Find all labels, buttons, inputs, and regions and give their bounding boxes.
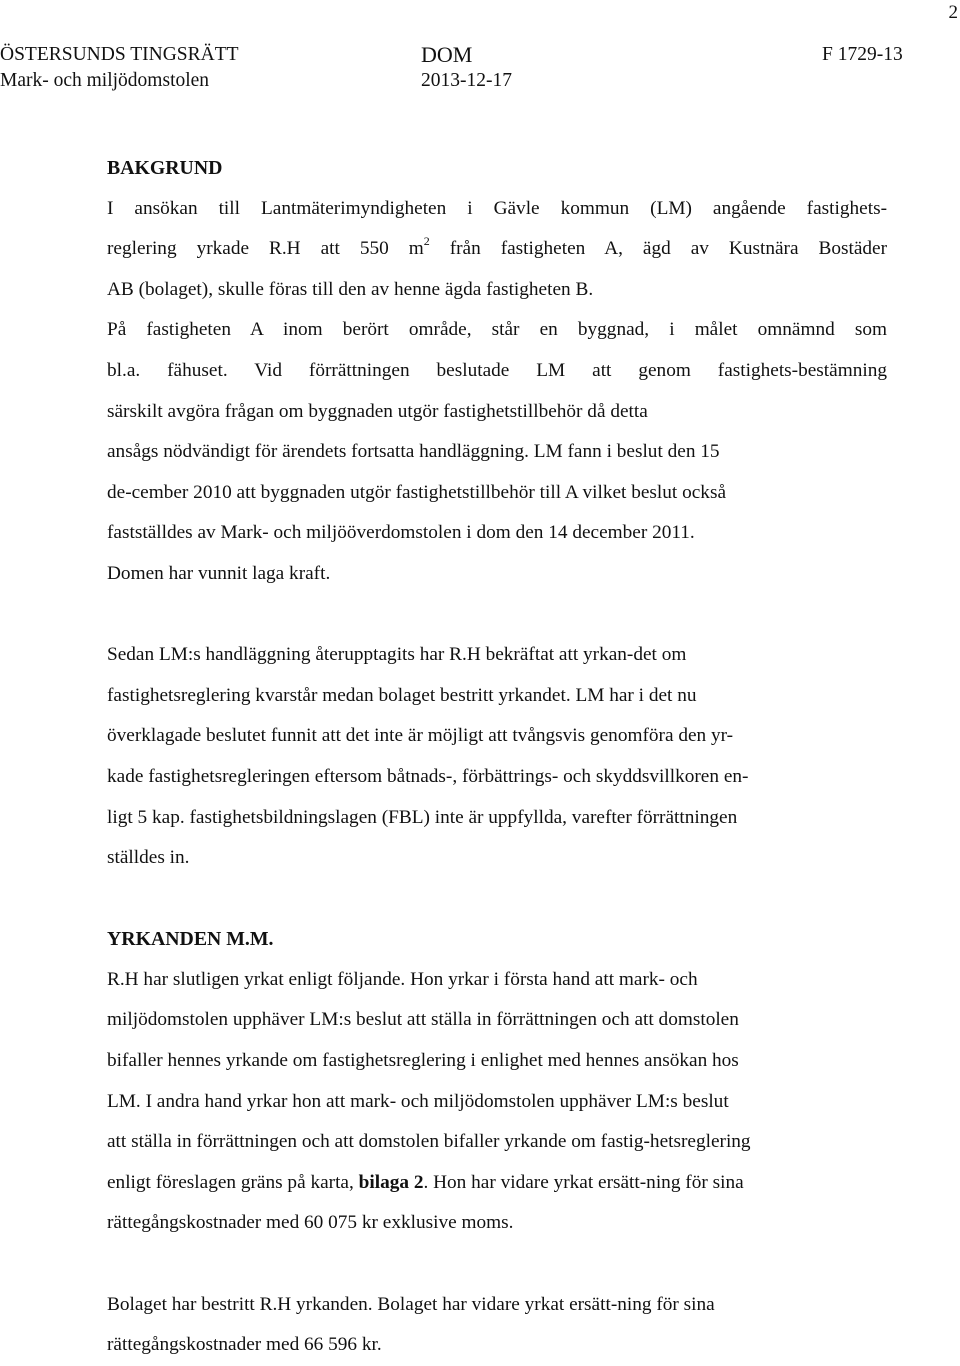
text-line: överklagade beslutet funnit att det inte är möjligt att tvångsvis genomföra den yr- <box>107 725 734 747</box>
paragraph-bakgrund-2 <box>107 635 887 879</box>
text-line: rättegångskostnader med 66 596 kr. <box>107 1334 382 1356</box>
document-date: 2013-12-17 <box>421 70 512 91</box>
text-line: bl.a. fähuset. Vid förrättningen beslutade LM att genom fastighets-bestämning <box>107 359 887 381</box>
text-line: AB (bolaget), skulle föras till den av henne ägda fastigheten B. <box>107 278 594 300</box>
case-number: F 1729-13 <box>822 44 903 65</box>
text-line: särskilt avgöra frågan om byggnaden utgör fastighetstillbehör då detta <box>107 400 648 422</box>
text-line: På fastigheten A inom berört område, står en byggnad, i målet omnämnd som <box>107 319 887 341</box>
text-line: ansågs nödvändigt för ärendets fortsatta handläggning. LM fann i beslut den 15 <box>107 441 720 463</box>
section-heading-bakgrund: BAKGRUND <box>107 157 223 179</box>
text-line: kade fastighetsregleringen eftersom båtnads-, förbättrings- och skyddsvillkoren en- <box>107 765 749 787</box>
section-heading-yrkanden: YRKANDEN M.M. <box>107 928 274 951</box>
text-line: Domen har vunnit laga kraft. <box>107 562 331 584</box>
text-line: reglering yrkade R.H att 550 $m^2$ från fastigheten A, ägd av Kustnära Bostäder <box>107 233 888 260</box>
text-line: att ställa in förrättningen och att domstolen bifaller yrkande om fastig-hetsreglering <box>107 1131 751 1153</box>
text-line: miljödomstolen upphäver LM:s beslut att ställa in förrättningen och att domstolen <box>107 1009 739 1031</box>
text-line: bifaller hennes yrkande om fastighetsreglering i enlighet med hennes ansökan hos <box>107 1050 739 1072</box>
superscript: 2 <box>423 233 430 248</box>
text-line: de-cember 2010 att byggnaden utgör fastighetstillbehör till A vilket beslut också <box>107 481 727 503</box>
document-body <box>107 148 887 1366</box>
text-line: LM. I andra hand yrkar hon att mark- och miljödomstolen upphäver LM:s beslut <box>107 1090 729 1112</box>
header-doc-block <box>421 42 512 94</box>
text-line: rättegångskostnader med 60 075 kr exklusive moms. <box>107 1212 514 1234</box>
paragraph-bakgrund-1 <box>107 189 887 595</box>
header-court-block <box>0 42 239 94</box>
paragraph-yrkanden-1 <box>107 960 887 1244</box>
page-number: 2 <box>948 2 958 23</box>
text-line: I ansökan till Lantmäterimyndigheten i Gävle kommun (LM) angående fastighets- <box>107 197 887 219</box>
document-type: DOM <box>421 42 473 67</box>
court-name: ÖSTERSUNDS TINGSRÄTT <box>0 44 239 65</box>
text-line: R.H har slutligen yrkat enligt följande. Hon yrkar i första hand att mark- och <box>107 968 698 990</box>
text-line: fastighetsreglering kvarstår medan bolaget bestritt yrkandet. LM har i det nu <box>107 684 697 706</box>
paragraph-yrkanden-2 <box>107 1285 887 1366</box>
text-line: fastställdes av Mark- och miljööverdomstolen i dom den 14 december 2011. <box>107 522 695 544</box>
attachment-reference: bilaga 2 <box>358 1171 424 1193</box>
text-line: Sedan LM:s handläggning återupptagits har R.H bekräftat att yrkan-det om <box>107 644 687 666</box>
court-division: Mark- och miljödomstolen <box>0 70 210 91</box>
text-line: Bolaget har bestritt R.H yrkanden. Bolaget har vidare yrkat ersätt-ning för sina <box>107 1293 715 1315</box>
text-line: ställdes in. <box>107 847 190 869</box>
text-line: enligt föreslagen gräns på karta, bilaga 2. Hon har vidare yrkat ersätt-ning för sina <box>107 1171 744 1193</box>
text-line: ligt 5 kap. fastighetsbildningslagen (FBL) inte är uppfyllda, varefter förrättningen <box>107 806 738 828</box>
